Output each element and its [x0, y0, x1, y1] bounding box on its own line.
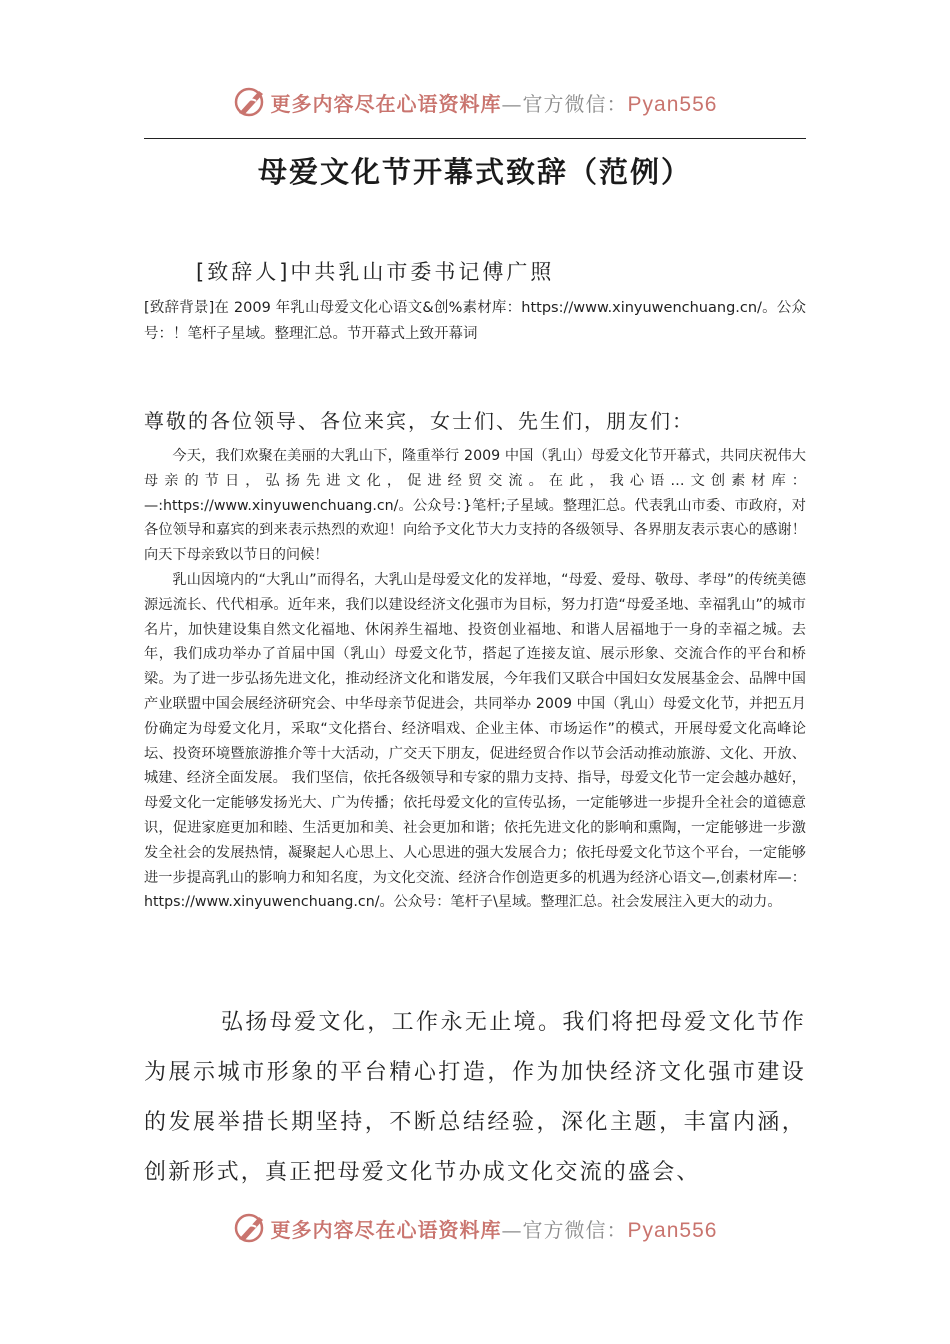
- large-paragraph: 弘扬母爱文化，工作永无止境。我们将把母爱文化节作为展示城市形象的平台精心打造，作为加快经济文化强市建设的发展举措长期坚持，不断总结经验，深化主题，丰富内涵，创新形式，真正把母爱文化节办成文化交流的盛会、: [144, 1010, 806, 1185]
- banner-label: 官方微信：: [522, 91, 628, 116]
- banner-dash: —: [501, 91, 523, 116]
- banner-label: 官方微信：: [522, 1217, 628, 1242]
- speech-body: [144, 444, 806, 915]
- banner-wechat-id: Pyan556: [627, 1218, 718, 1242]
- banner-highlight: 更多内容尽在心语资料库: [270, 91, 502, 116]
- salutation: 尊敬的各位领导、各位来宾，女士们、先生们，朋友们：: [144, 409, 694, 433]
- header-divider: [144, 138, 806, 139]
- footer-banner: [0, 1208, 950, 1248]
- speech-background: [致辞背景]在 2009 年乳山母爱文化心语文&创%素材库：https://www.xinyuwenchuang.cn/。公众号：！笔杆子星域。整理汇总。节开幕式上致开幕词: [144, 300, 806, 342]
- pen-logo-icon: [233, 1211, 267, 1245]
- header-banner: [0, 82, 950, 122]
- banner-highlight: 更多内容尽在心语资料库: [270, 1217, 502, 1242]
- banner-text: [271, 88, 718, 117]
- paragraph: 今天，我们欢聚在美丽的大乳山下，隆重举行 2009 中国（乳山）母爱文化节开幕式，共同庆祝伟大母亲的节日，弘扬先进文化，促进经贸交流。在此，我心语…文创素材库：—:https://www.xinyuwenchuang.cn/。公众号：}笔杆;子星域。整理汇总。代表乳山市委、市政府，对各位领导和嘉宾的到来表示热烈的欢迎！向给予文化节大力支持的各级领导、各界朋友表示衷心的感谢！向天下母亲致以节日的问候！: [144, 448, 806, 564]
- banner-dash: —: [501, 1217, 523, 1242]
- speaker-line: [致辞人]中共乳山市委书记傅广照: [196, 260, 555, 284]
- pen-logo-icon: [233, 85, 267, 119]
- document-title: 母爱文化节开幕式致辞（范例）: [257, 155, 692, 189]
- banner-wechat-id: Pyan556: [627, 92, 718, 116]
- large-paragraph-section: [144, 998, 806, 1198]
- banner-text: [271, 1214, 718, 1243]
- paragraph: 乳山因境内的“大乳山”而得名，大乳山是母爱文化的发祥地，“母爱、爱母、敬母、孝母”的传统美德源远流长、代代相承。近年来，我们以建设经济文化强市为目标，努力打造“母爱圣地、幸福乳山”的城市名片，加快建设集自然文化福地、休闲养生福地、投资创业福地、和谐人居福地于一身的幸福之城。去年，我们成功举办了首届中国（乳山）母爱文化节，搭起了连接友谊、展示形象、交流合作的平台和桥梁。为了进一步弘扬先进文化，推动经济文化和谐发展，今年我们又联合中国妇女发展基金会、品牌中国产业联盟中国会展经济研究会、中华母亲节促进会，共同举办 2009 中国（乳山）母爱文化节，并把五月份确定为母爱文化月，采取“文化搭台、经济唱戏、企业主体、市场运作”的模式，开展母爱文化高峰论坛、投资环境暨旅游推介等十大活动，广交天下朋友，促进经贸合作以节会活动推动旅游、文化、开放、城建、经济全面发展。 我们坚信，依托各级领导和专家的鼎力支持、指导，母爱文化节一定会越办越好，母爱文化一定能够发扬光大、广为传播；依托母爱文化的宣传弘扬，一定能够进一步提升全社会的道德意识，促进家庭更加和睦、生活更加和美、社会更加和谐；依托先进文化的影响和熏陶，一定能够进一步激发全社会的发展热情，凝聚起人心思上、人心思进的强大发展合力；依托母爱文化节这个平台，一定能够进一步提高乳山的影响力和知名度，为文化交流、经济合作创造更多的机遇为经济心语文—,创素材库—：https://www.xinyuwenchuang.cn/。公众号：笔杆子\星域。整理汇总。社会发展注入更大的动力。: [144, 571, 806, 911]
